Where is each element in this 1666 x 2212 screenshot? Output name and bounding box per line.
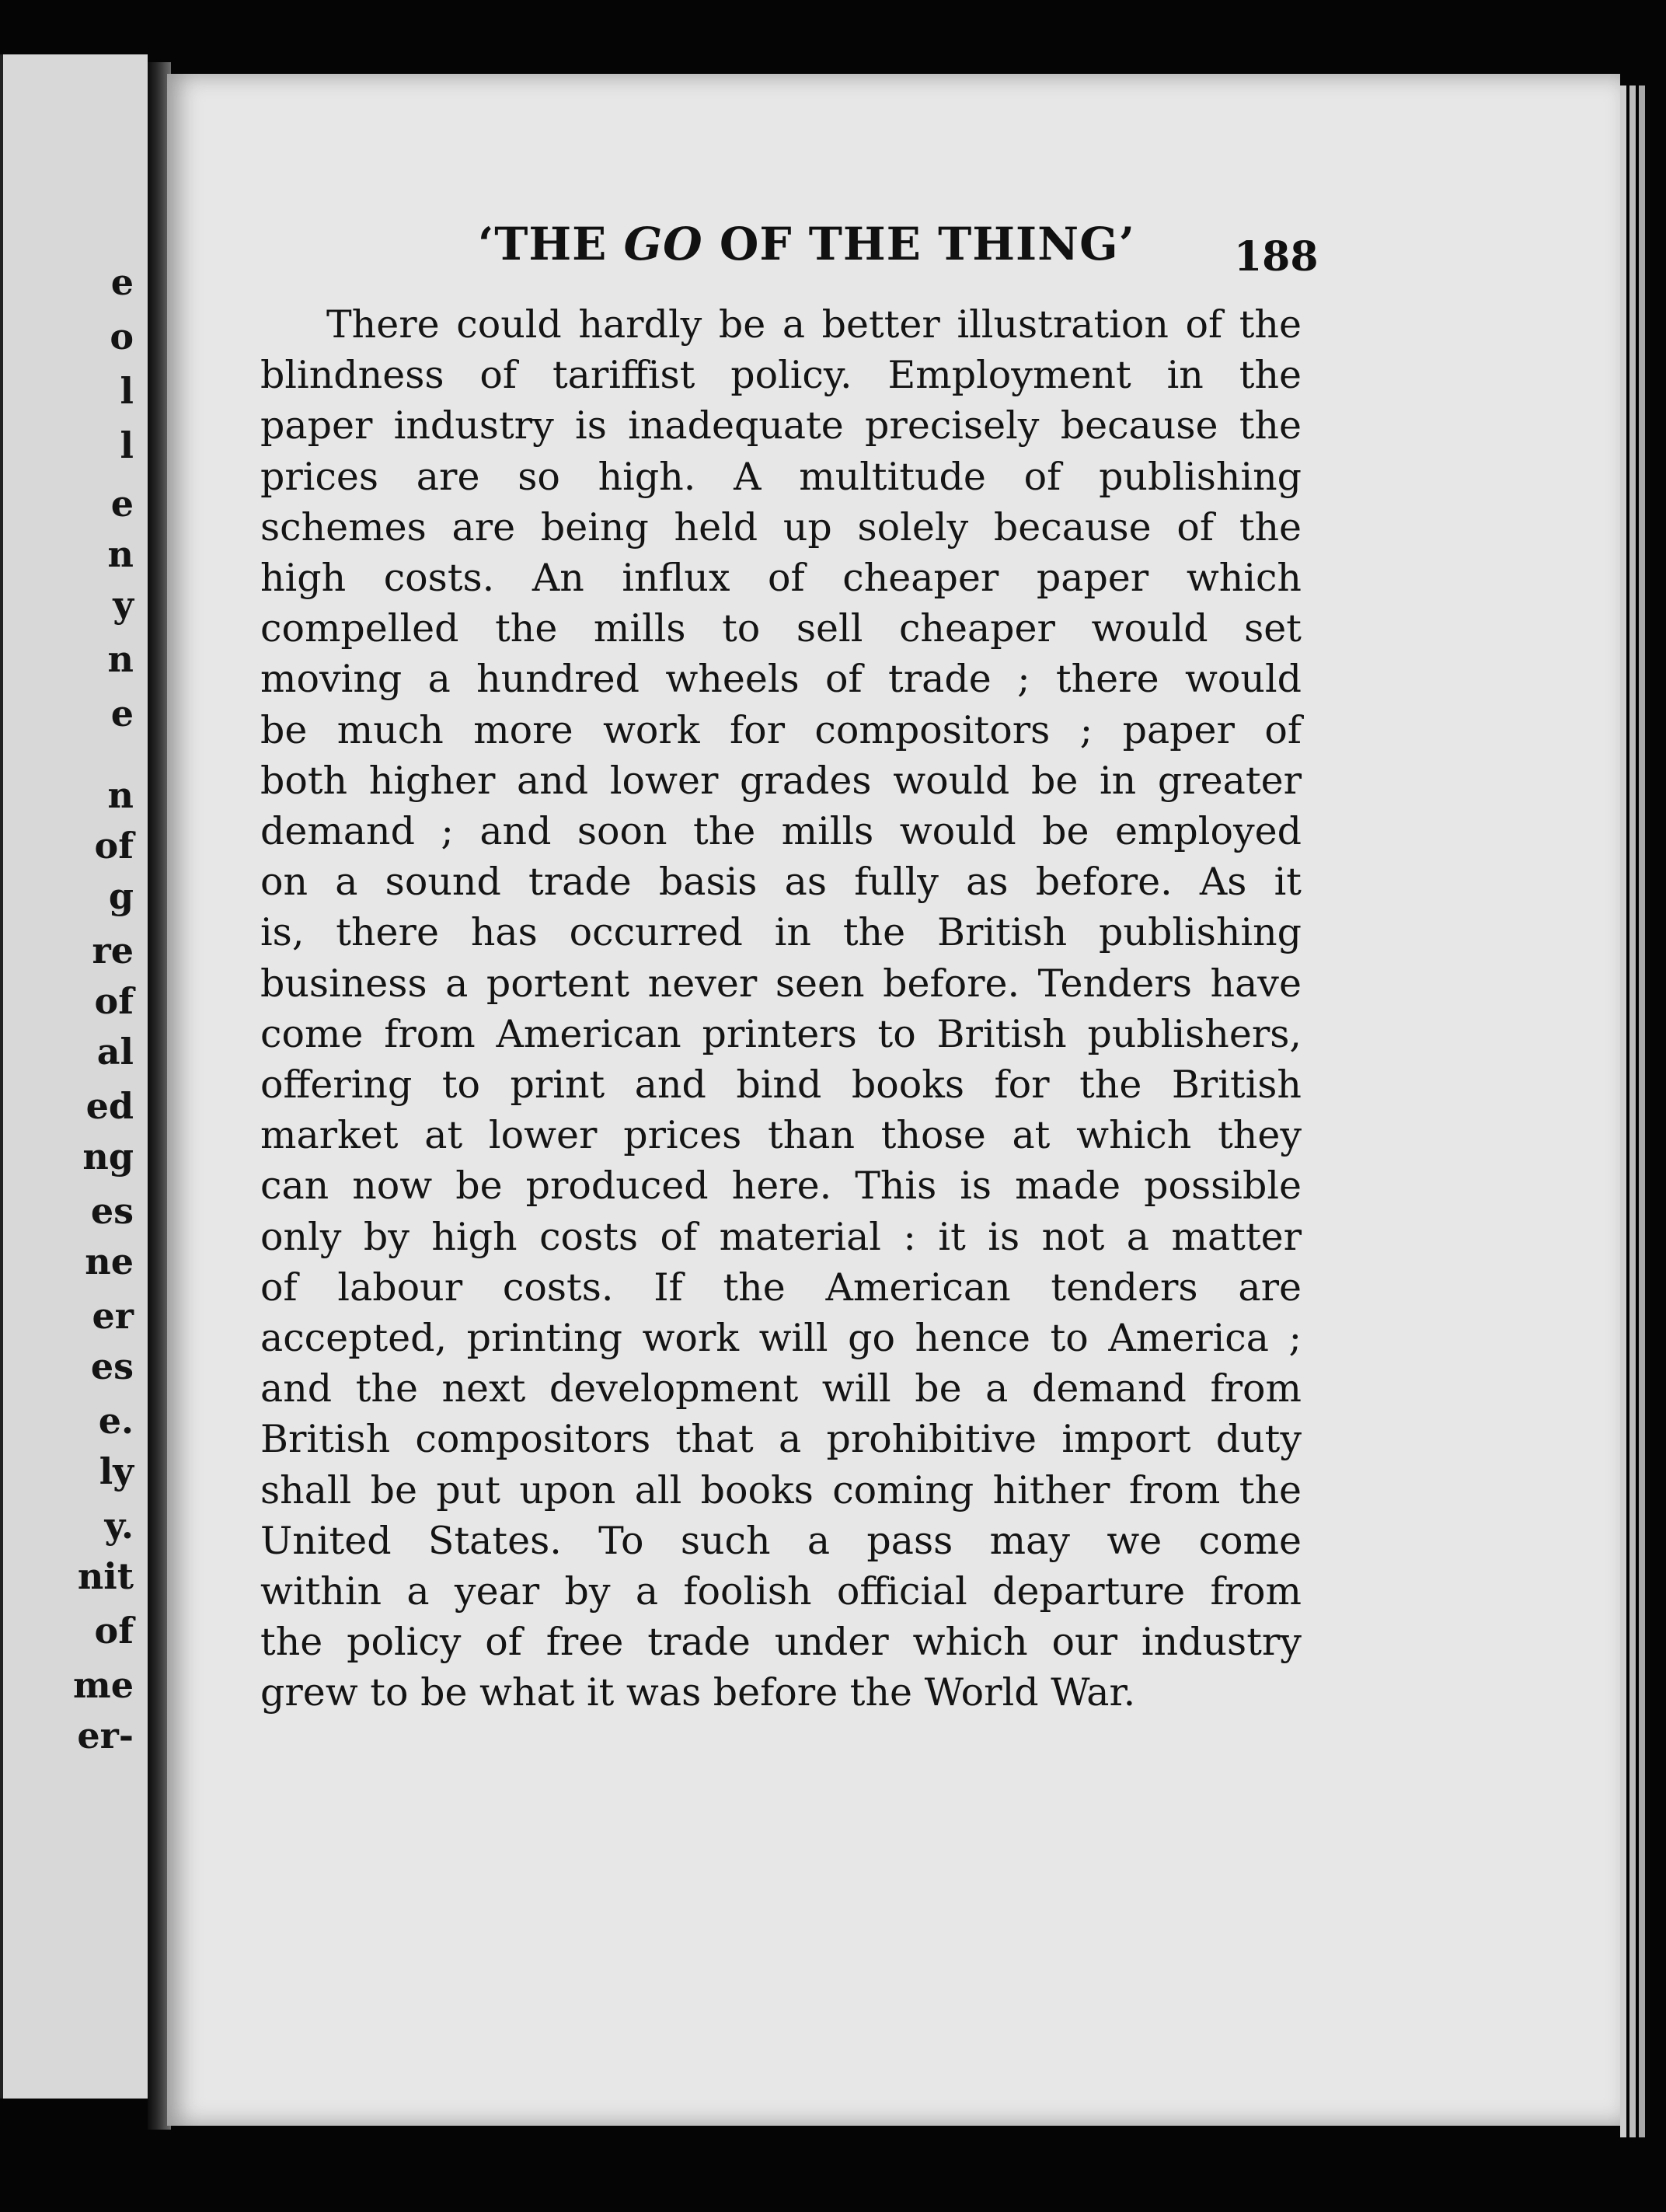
text-line: compelled the mills to sell cheaper would set	[260, 606, 1302, 651]
page-number: 188	[1234, 233, 1319, 281]
left-page-fragment: y.	[104, 1505, 134, 1547]
text-line: both higher and lower grades would be in greater	[260, 758, 1302, 803]
left-page-fragment: e	[110, 693, 134, 734]
text-line: There could hardly be a better illustration of the	[326, 302, 1302, 347]
left-page-fragment: y	[113, 584, 134, 626]
text-line: British compositors that a prohibitive import duty	[260, 1417, 1302, 1462]
text-line: on a sound trade basis as fully as before. As it	[260, 860, 1302, 905]
text-line: be much more work for compositors ; paper of	[260, 707, 1302, 752]
running-header	[478, 218, 1135, 270]
text-line: only by high costs of material : it is not a matter	[260, 1214, 1302, 1259]
left-page-fragment: re	[92, 930, 134, 972]
left-page-fragment: g	[108, 875, 134, 917]
running-header-pre: ‘THE	[478, 218, 624, 270]
left-page-fragment: ne	[85, 1240, 134, 1282]
left-page-fragment: es	[90, 1190, 134, 1232]
text-line: schemes are being held up solely because of the	[260, 504, 1302, 550]
text-line: business a portent never seen before. Tenders have	[260, 961, 1302, 1006]
text-line: accepted, printing work will go hence to America ;	[260, 1316, 1302, 1361]
left-page-fragment: al	[96, 1031, 134, 1073]
left-page-fragment: ly	[99, 1450, 134, 1492]
text-line: moving a hundred wheels of trade ; there would	[260, 657, 1302, 702]
left-page-fragment: es	[90, 1345, 134, 1387]
left-facing-page	[0, 54, 148, 2099]
left-page-fragment: l	[120, 370, 134, 412]
page-edge-leaf	[1629, 85, 1636, 2137]
left-page-fragment: nit	[77, 1555, 134, 1597]
text-line: is, there has occurred in the British publishing	[260, 910, 1302, 955]
left-page-fragment: n	[107, 774, 134, 816]
left-page-fragment: er-	[77, 1715, 134, 1757]
running-header-italic: GO	[623, 218, 703, 270]
text-line: can now be produced here. This is made possible	[260, 1164, 1302, 1209]
text-line: the policy of free trade under which our industry	[260, 1620, 1302, 1665]
text-line: within a year by a foolish official departure from	[260, 1569, 1302, 1614]
text-line: prices are so high. A multitude of publishing	[260, 454, 1302, 499]
left-page-fragment: ed	[85, 1085, 134, 1127]
text-line: high costs. An influx of cheaper paper which	[260, 556, 1302, 601]
text-line: of labour costs. If the American tenders are	[260, 1265, 1302, 1310]
page-edge-leaf	[1620, 85, 1626, 2137]
text-line: market at lower prices than those at which they	[260, 1113, 1302, 1158]
text-line: blindness of tariffist policy. Employment in the	[260, 353, 1302, 398]
left-page-fragment: of	[94, 825, 134, 867]
running-header-post: OF THE THING’	[702, 218, 1135, 270]
page-edge-leaf	[1639, 85, 1645, 2137]
left-page-fragment: n	[107, 638, 134, 680]
text-line: paper industry is inadequate precisely because the	[260, 403, 1302, 448]
left-page-fragment: me	[73, 1664, 134, 1706]
left-page-fragment: of	[94, 1610, 134, 1652]
left-page-fragment: e.	[98, 1400, 134, 1442]
body-paragraph	[260, 299, 1302, 1718]
left-page-fragment: o	[110, 316, 134, 358]
left-page-fragment: er	[92, 1295, 134, 1337]
text-line: and the next development will be a demand from	[260, 1366, 1302, 1411]
text-line: grew to be what it was before the World War.	[260, 1670, 1136, 1715]
left-page-fragment: e	[110, 483, 134, 525]
text-line: come from American printers to British publishers,	[260, 1011, 1302, 1056]
left-page-fragment: ng	[82, 1136, 134, 1178]
text-line: shall be put upon all books coming hither from the	[260, 1467, 1302, 1512]
left-page-edge	[0, 54, 3, 2099]
text-line: demand ; and soon the mills would be employed	[260, 809, 1302, 854]
left-page-fragment: n	[107, 533, 134, 575]
left-page-fragment: e	[110, 261, 134, 303]
left-page-fragment: l	[120, 424, 134, 466]
text-line: offering to print and bind books for the British	[260, 1062, 1302, 1108]
text-line: United States. To such a pass may we come	[260, 1518, 1302, 1563]
left-page-fragment: of	[94, 980, 134, 1022]
